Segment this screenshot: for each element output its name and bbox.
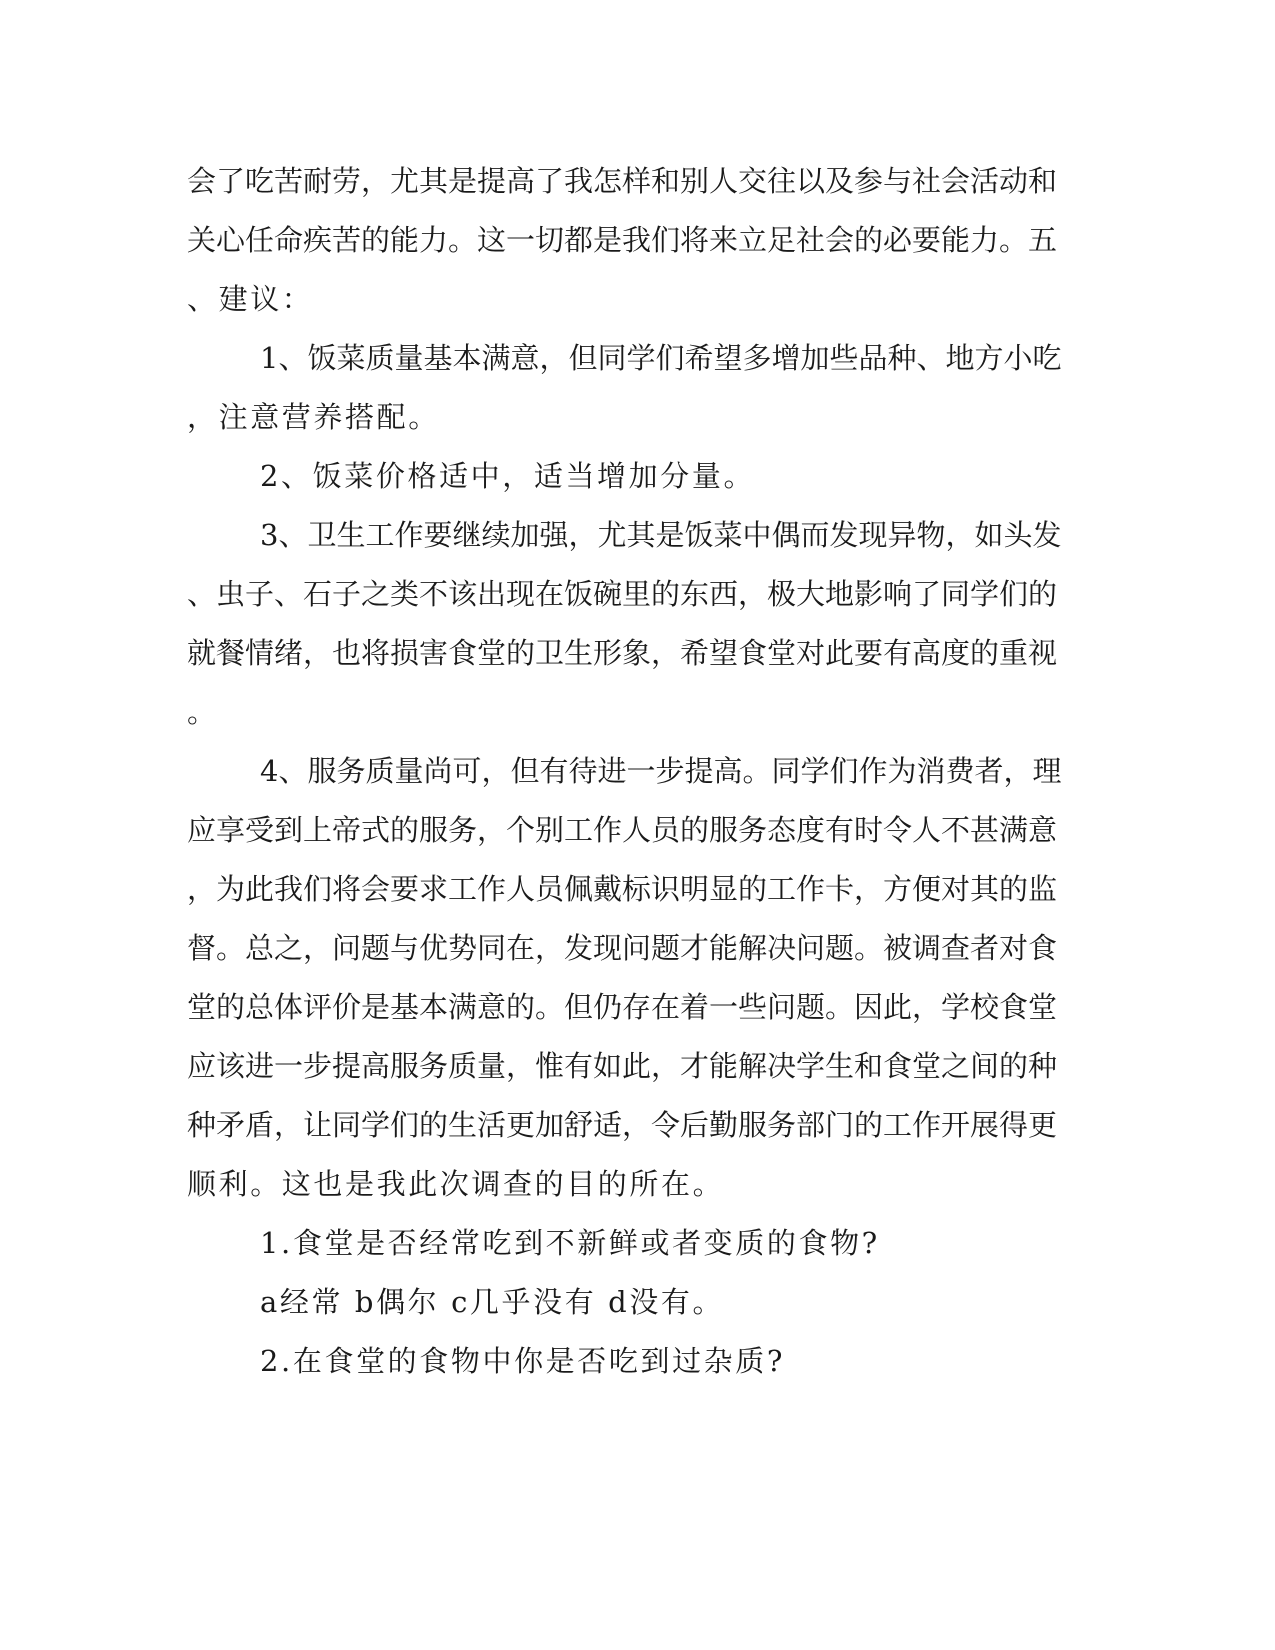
text-line: ，注意营养搭配。 — [187, 400, 440, 434]
text-line: 顺利。这也是我此次调查的目的所在。 — [187, 1167, 725, 1201]
text-line: 应享受到上帝式的服务，个别工作人员的服务态度有时令人不甚满意 — [187, 813, 1058, 847]
text-line: 、虫子、石子之类不该出现在饭碗里的东西，极大地影响了同学们的 — [187, 577, 1058, 611]
text-line: 应该进一步提高服务质量，惟有如此，才能解决学生和食堂之间的种 — [187, 1049, 1058, 1083]
question-line: 2.在食堂的食物中你是否吃到过杂质? — [260, 1344, 786, 1378]
text-line: 种矛盾，让同学们的生活更加舒适，令后勤服务部门的工作开展得更 — [187, 1108, 1058, 1142]
answer-options-line: a经常 b偶尔 c几乎没有 d没有。 — [260, 1285, 725, 1319]
text-line: ，为此我们将会要求工作人员佩戴标识明显的工作卡，方便对其的监 — [187, 872, 1058, 906]
text-line: 2、饭菜价格适中，适当增加分量。 — [260, 459, 756, 493]
text-line: 4、服务质量尚可，但有待进一步提高。同学们作为消费者，理 — [260, 754, 1062, 788]
text-line: 。 — [187, 695, 219, 729]
text-line: 就餐情绪，也将损害食堂的卫生形象，希望食堂对此要有高度的重视 — [187, 636, 1058, 670]
text-line: 督。总之，问题与优势同在，发现问题才能解决问题。被调查者对食 — [187, 931, 1058, 965]
text-line: 堂的总体评价是基本满意的。但仍存在着一些问题。因此，学校食堂 — [187, 990, 1058, 1024]
question-line: 1.食堂是否经常吃到不新鲜或者变质的食物? — [260, 1226, 880, 1260]
text-line: 会了吃苦耐劳，尤其是提高了我怎样和别人交往以及参与社会活动和 — [187, 164, 1058, 198]
text-line: 1、饭菜质量基本满意，但同学们希望多增加些品种、地方小吃 — [260, 341, 1062, 375]
text-line: 关心任命疾苦的能力。这一切都是我们将来立足社会的必要能力。五 — [187, 223, 1058, 257]
text-line: 、建议： — [187, 282, 314, 316]
text-line: 3、卫生工作要继续加强，尤其是饭菜中偶而发现异物，如头发 — [260, 518, 1062, 552]
